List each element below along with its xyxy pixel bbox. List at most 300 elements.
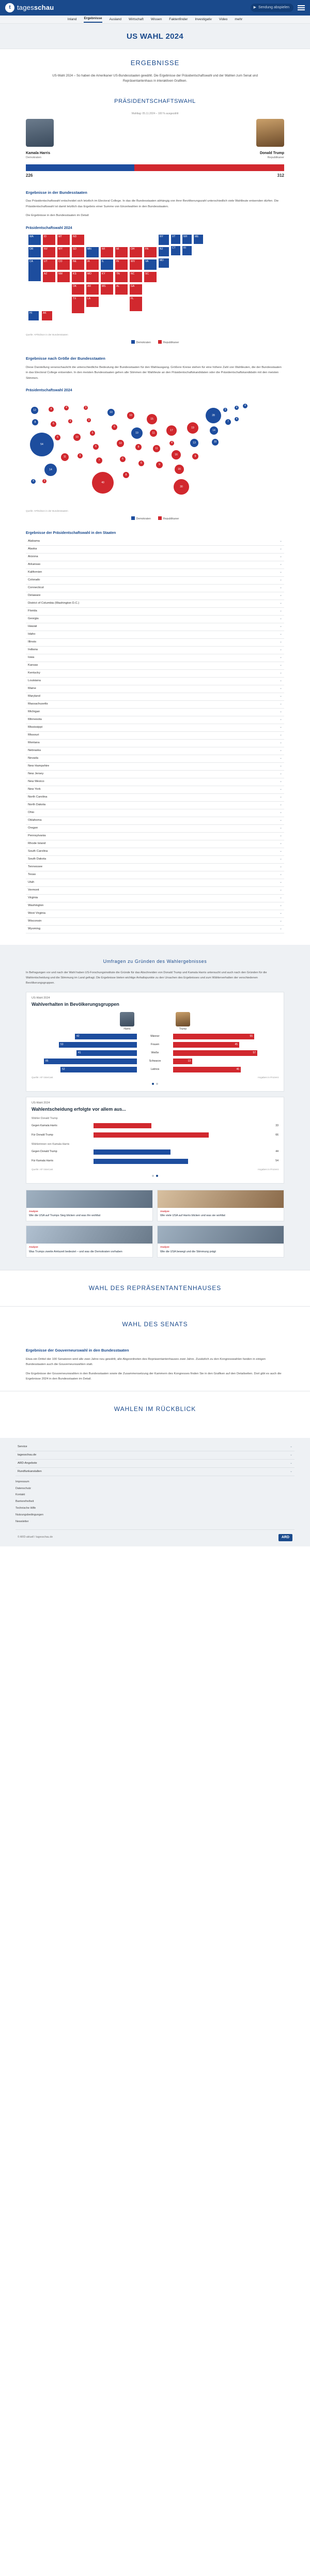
state-label: Indiana [28, 648, 38, 652]
chevron-down-icon[interactable]: ⌄ [279, 865, 282, 869]
map-state-ri[interactable]: RI [182, 246, 192, 256]
bubble-mn[interactable]: 10 [107, 409, 115, 416]
state-row[interactable] [26, 577, 284, 585]
map-state-ny[interactable]: NY [158, 234, 169, 246]
nav-item-3[interactable]: Wirtschaft [129, 17, 144, 21]
chevron-down-icon[interactable]: ⌄ [279, 648, 282, 652]
chevron-down-icon[interactable]: ⌄ [279, 888, 282, 892]
bubble-id[interactable]: 4 [49, 407, 54, 412]
chevron-down-icon[interactable]: ⌄ [279, 826, 282, 830]
chevron-down-icon[interactable]: ⌄ [289, 1469, 292, 1473]
brand-prefix: tages [17, 3, 34, 11]
chevron-down-icon[interactable]: ⌄ [279, 594, 282, 597]
card1-bar-right: 55 [173, 1034, 254, 1039]
state-row[interactable] [26, 771, 284, 778]
map-state-wv[interactable]: WV [129, 259, 143, 270]
map-state-wi[interactable]: WI [100, 247, 114, 258]
chevron-down-icon[interactable]: ⌄ [279, 927, 282, 931]
chevron-down-icon[interactable]: ⌄ [279, 919, 282, 923]
chevron-down-icon[interactable]: ⌄ [279, 656, 282, 660]
nav-item-7[interactable]: Video [219, 17, 228, 21]
card1-bar-right: 46 [173, 1067, 241, 1072]
nav-item-2[interactable]: Ausland [109, 17, 122, 21]
chevron-down-icon[interactable]: ⌄ [279, 904, 282, 908]
state-row[interactable] [26, 817, 284, 825]
state-label: Connecticut [28, 586, 44, 590]
state-row[interactable] [26, 879, 284, 887]
avatar-harris [26, 119, 54, 147]
bubble-nh[interactable]: 4 [235, 406, 239, 410]
state-row[interactable] [26, 670, 284, 678]
state-row[interactable] [26, 840, 284, 848]
bubble-mt[interactable]: 4 [64, 406, 69, 410]
card1-bar-left: 85 [44, 1059, 137, 1064]
teaser-kicker: Analyse [160, 1209, 169, 1213]
chevron-down-icon[interactable]: ⌄ [279, 834, 282, 838]
chevron-down-icon[interactable]: ⌄ [279, 811, 282, 815]
state-row[interactable] [26, 647, 284, 654]
bubble-la[interactable]: 8 [123, 472, 129, 478]
bubble-ct[interactable]: 7 [225, 419, 231, 425]
teaser-title: Wie viele USA auf Harris blicken und was sie wohltat [160, 1214, 225, 1218]
nav-item-8[interactable]: mehr [235, 17, 243, 21]
map-state-ut[interactable]: UT [42, 259, 56, 270]
footer-link[interactable]: Technische Hilfe [16, 1507, 36, 1510]
top-bar-right [251, 4, 305, 12]
footer-link[interactable]: Nutzungsbedingungen [16, 1513, 43, 1516]
bubble-il[interactable]: 19 [131, 427, 143, 439]
map-state-pa[interactable]: PA [144, 247, 157, 258]
chevron-down-icon[interactable]: ⌄ [279, 640, 282, 644]
bubble-nm[interactable]: 5 [78, 453, 83, 458]
bubble-ny[interactable]: 28 [206, 408, 221, 423]
bubble-tn[interactable]: 11 [153, 445, 160, 452]
chevron-down-icon[interactable]: ⌄ [279, 563, 282, 566]
bubble-map-title: Präsidentschaftswahl 2024 [26, 389, 72, 393]
bubble-or[interactable]: 8 [32, 419, 38, 425]
map-state-ia[interactable]: IA [86, 259, 99, 270]
chevron-down-icon[interactable]: ⌄ [289, 1453, 292, 1456]
chevron-down-icon[interactable]: ⌄ [279, 609, 282, 613]
bubble-wy[interactable]: 3 [68, 419, 72, 423]
map-state-vt[interactable]: VT [171, 234, 181, 244]
card2-group2-label: Wählerinnen von Kamala Harris [32, 1143, 70, 1146]
electoral-bar-rep [134, 164, 284, 171]
chevron-down-icon[interactable]: ⌄ [279, 602, 282, 605]
footer-accordion-row[interactable] [16, 1443, 295, 1451]
bubble-nd[interactable]: 3 [84, 406, 88, 410]
map-state-nv[interactable]: NV [42, 247, 56, 258]
chevron-down-icon[interactable]: ⌄ [279, 819, 282, 822]
map-state-ca[interactable]: CA [28, 259, 41, 282]
footer-link[interactable]: Newsletter [16, 1520, 29, 1523]
map-state-va[interactable]: VA [144, 259, 157, 270]
bubble-vt[interactable]: 3 [223, 408, 227, 412]
explainer-size [26, 356, 284, 381]
states-list [0, 538, 310, 933]
nav-item-1[interactable]: Ergebnisse [84, 16, 102, 23]
state-label: Texas [28, 873, 36, 877]
bubble-co[interactable]: 10 [73, 434, 81, 441]
chevron-down-icon[interactable]: ⌄ [279, 741, 282, 745]
chevron-down-icon[interactable]: ⌄ [279, 772, 282, 776]
house-heading: WAHL DES REPRÄSENTANTENHAUSES [88, 1284, 222, 1292]
avatar-trump-mini [176, 1012, 190, 1026]
map-state-ar[interactable]: AR [86, 284, 99, 295]
bubble-map[interactable] [26, 396, 284, 508]
bubble-nv[interactable]: 6 [51, 421, 56, 427]
bubble-pa[interactable]: 19 [187, 422, 198, 434]
state-row[interactable] [26, 825, 284, 833]
state-row[interactable] [26, 538, 284, 546]
bubble-sc[interactable]: 9 [192, 453, 198, 459]
state-row[interactable] [26, 724, 284, 732]
state-row[interactable] [26, 895, 284, 902]
house-section [0, 1270, 310, 1306]
card1-row-label: Schwarze [149, 1059, 161, 1063]
card1-candidate-left [120, 1012, 134, 1031]
play-broadcast-label: Sendung abspielen [258, 5, 289, 9]
state-row[interactable] [26, 778, 284, 786]
state-row[interactable] [26, 833, 284, 840]
bubble-wv[interactable]: 4 [169, 441, 174, 446]
bubble-al[interactable]: 9 [156, 462, 163, 468]
state-label: Florida [28, 609, 37, 613]
map-state-az[interactable]: AZ [42, 271, 56, 283]
map-state-in[interactable]: IN [115, 259, 128, 270]
bubble-wi[interactable]: 10 [127, 412, 134, 419]
map-state-co[interactable]: CO [57, 259, 70, 270]
card1-row [32, 1041, 278, 1048]
state-row[interactable] [26, 864, 284, 871]
card2-pagination[interactable] [32, 1175, 278, 1177]
teaser-card[interactable] [157, 1190, 284, 1222]
bubble-az[interactable]: 11 [61, 453, 69, 461]
dot-1[interactable] [152, 1175, 154, 1177]
state-row[interactable] [26, 918, 284, 926]
chevron-down-icon[interactable]: ⌄ [279, 540, 282, 543]
play-icon: ▶ [253, 5, 257, 9]
card1-pagination[interactable] [32, 1083, 278, 1085]
surveys-section [0, 945, 310, 1270]
survey-card-motivation [26, 1097, 284, 1184]
chevron-down-icon[interactable]: ⌄ [279, 586, 282, 590]
play-broadcast-button[interactable] [251, 4, 293, 12]
state-row[interactable] [26, 732, 284, 740]
bubble-ga[interactable]: 16 [175, 465, 184, 474]
state-row[interactable] [26, 608, 284, 616]
map-state-ms[interactable]: MS [100, 284, 114, 295]
state-row[interactable] [26, 623, 284, 631]
dot-2[interactable] [156, 1083, 158, 1085]
state-label: Arizona [28, 555, 38, 559]
map-state-sd[interactable]: SD [71, 247, 85, 258]
state-row[interactable] [26, 616, 284, 623]
state-row[interactable] [26, 747, 284, 755]
state-row[interactable] [26, 546, 284, 554]
footer-link[interactable]: Kontakt [16, 1493, 25, 1497]
bubble-in[interactable]: 11 [150, 430, 157, 437]
footer-accordion-row[interactable] [16, 1451, 295, 1460]
card1-bar-left: 53 [59, 1042, 137, 1048]
state-label: Iowa [28, 656, 35, 660]
map-state-fl[interactable]: FL [129, 296, 143, 312]
map-state-la[interactable]: LA [86, 296, 99, 308]
chevron-down-icon[interactable]: ⌄ [279, 625, 282, 628]
nav-item-5[interactable]: Faktenfinder [169, 17, 188, 21]
chevron-down-icon[interactable]: ⌄ [279, 795, 282, 799]
chevron-down-icon[interactable]: ⌄ [279, 671, 282, 675]
bubble-ar[interactable]: 6 [120, 456, 126, 462]
map-state-mo[interactable]: MO [86, 271, 99, 283]
chevron-down-icon[interactable]: ⌄ [279, 687, 282, 691]
state-row[interactable] [26, 716, 284, 724]
bubble-md[interactable]: 10 [212, 439, 219, 446]
bubble-ne[interactable]: 5 [90, 431, 95, 436]
ard-logo[interactable]: ARD [278, 1534, 292, 1541]
chevron-down-icon[interactable]: ⌄ [279, 695, 282, 698]
bubble-ca[interactable]: 54 [30, 433, 54, 456]
card2-group1-label: Wähler Donald Trump [32, 1116, 58, 1120]
card2-row [32, 1148, 278, 1156]
state-row[interactable] [26, 662, 284, 670]
state-row[interactable] [26, 802, 284, 809]
chevron-down-icon[interactable]: ⌄ [279, 726, 282, 729]
results-section-head [0, 49, 310, 70]
state-row[interactable] [26, 887, 284, 895]
state-row[interactable] [26, 856, 284, 864]
candidate-republican [181, 119, 284, 160]
electors-dem: 226 [26, 173, 33, 178]
map-state-mi[interactable]: MI [115, 247, 128, 258]
map-state-tx[interactable]: TX [71, 296, 85, 314]
bubble-ia[interactable]: 6 [112, 424, 117, 430]
chevron-down-icon[interactable]: ⌄ [279, 733, 282, 737]
results-heading: ERGEBNISSE [130, 58, 180, 67]
chevron-down-icon[interactable]: ⌄ [279, 702, 282, 706]
state-row[interactable] [26, 926, 284, 933]
nav-item-6[interactable]: Investigativ [195, 17, 212, 21]
card1-row-label: Frauen [150, 1042, 160, 1046]
survey-card-demographics [26, 992, 284, 1092]
map-state-nc[interactable]: NC [129, 271, 143, 283]
teaser-card[interactable] [26, 1190, 153, 1222]
map-state-wa[interactable]: WA [28, 234, 41, 246]
state-label: New York [28, 788, 41, 791]
bubble-fl[interactable]: 30 [174, 479, 189, 495]
bubble-ms[interactable]: 6 [138, 461, 144, 466]
state-row[interactable] [26, 786, 284, 794]
bubble-hi[interactable]: 4 [31, 479, 36, 484]
chevron-down-icon[interactable]: ⌄ [279, 842, 282, 846]
state-row[interactable] [26, 709, 284, 716]
bubble-nj[interactable]: 14 [210, 426, 218, 435]
chevron-down-icon[interactable]: ⌄ [289, 1461, 292, 1465]
avatar-trump [256, 119, 284, 147]
chevron-down-icon[interactable]: ⌄ [279, 617, 282, 621]
state-row[interactable] [26, 910, 284, 918]
bubble-ky[interactable]: 8 [135, 444, 142, 450]
state-row[interactable] [26, 585, 284, 592]
state-row[interactable] [26, 554, 284, 561]
map-state-id[interactable]: ID [42, 234, 56, 246]
teaser-card[interactable] [26, 1225, 153, 1258]
state-label: Georgia [28, 617, 39, 621]
map-state-mt[interactable]: MT [57, 234, 70, 246]
candidate-democrat [26, 119, 129, 160]
footer-accordion-row[interactable] [16, 1468, 295, 1476]
map-state-or[interactable]: OR [28, 247, 41, 258]
state-label: Minnesota [28, 718, 42, 722]
state-label: Maine [28, 687, 36, 691]
card2-row-value: 33 [275, 1124, 278, 1127]
bubble-va[interactable]: 13 [190, 439, 198, 447]
state-row[interactable] [26, 678, 284, 685]
bubble-ma[interactable]: 14 [44, 464, 57, 476]
bubble-ks[interactable]: 6 [93, 444, 99, 450]
bubble-ak[interactable]: 3 [42, 479, 47, 483]
card1-source: Quelle: AP VoteCast [32, 1076, 53, 1079]
state-row[interactable] [26, 755, 284, 763]
map-state-ct[interactable]: CT [171, 246, 181, 256]
state-row[interactable] [26, 561, 284, 569]
chevron-down-icon[interactable]: ⌄ [279, 664, 282, 667]
map-state-sc[interactable]: SC [144, 271, 157, 283]
logo-icon[interactable]: t [5, 3, 14, 12]
chevron-down-icon[interactable]: ⌄ [279, 633, 282, 636]
map-state-wy[interactable]: WY [57, 247, 70, 258]
map-state-hi[interactable]: HI [28, 311, 39, 321]
states-list-title: Ergebnisse der Präsidentschaftswahl in den Staaten [26, 531, 116, 535]
choropleth-map[interactable] [26, 233, 284, 331]
chevron-down-icon[interactable]: ⌄ [279, 547, 282, 551]
map-state-ky[interactable]: KY [100, 271, 114, 283]
bubble-ri[interactable]: 4 [235, 417, 239, 421]
state-label: Missouri [28, 733, 39, 737]
map-state-nh[interactable]: NH [182, 234, 192, 244]
bubble-tx[interactable]: 40 [92, 472, 114, 494]
state-row[interactable] [26, 693, 284, 701]
map-state-ak[interactable]: AK [41, 311, 53, 321]
map-state-il[interactable]: IL [100, 259, 114, 270]
state-row[interactable] [26, 685, 284, 693]
state-row[interactable] [26, 740, 284, 747]
chevron-down-icon[interactable]: ⌄ [279, 912, 282, 915]
state-row[interactable] [26, 631, 284, 639]
state-row[interactable] [26, 848, 284, 856]
chevron-down-icon[interactable]: ⌄ [279, 881, 282, 884]
map-state-nm[interactable]: NM [57, 271, 70, 283]
map-state-me[interactable]: ME [193, 234, 204, 244]
chevron-down-icon[interactable]: ⌄ [279, 896, 282, 900]
map-state-nd[interactable]: ND [71, 234, 85, 246]
state-row[interactable] [26, 763, 284, 771]
chevron-down-icon[interactable]: ⌄ [279, 850, 282, 853]
dot-1[interactable] [152, 1083, 154, 1085]
nav-item-4[interactable]: Wissen [150, 17, 162, 21]
map-state-nj[interactable]: NJ [158, 247, 169, 257]
state-row[interactable] [26, 794, 284, 802]
choropleth-map-title: Präsidentschaftswahl 2024 [26, 226, 72, 230]
state-row[interactable] [26, 654, 284, 662]
bubble-mo[interactable]: 10 [117, 440, 124, 447]
state-row[interactable] [26, 569, 284, 577]
chevron-down-icon[interactable]: ⌄ [279, 764, 282, 768]
footer-link[interactable]: Barrierefreiheit [16, 1500, 34, 1504]
chevron-down-icon[interactable]: ⌄ [279, 749, 282, 753]
teaser-thumbnail [26, 1226, 152, 1244]
bubble-ok[interactable]: 7 [96, 457, 102, 464]
chevron-down-icon[interactable]: ⌄ [279, 857, 282, 861]
chevron-down-icon[interactable]: ⌄ [279, 788, 282, 791]
footer-link[interactable]: Datenschutz [16, 1486, 31, 1490]
state-row[interactable] [26, 902, 284, 910]
teaser-thumbnail [158, 1190, 284, 1208]
state-label: Kentucky [28, 671, 40, 675]
map-state-mn[interactable]: MN [86, 247, 99, 258]
footer-accordion-row[interactable] [16, 1460, 295, 1468]
map-state-tn[interactable]: TN [115, 271, 128, 283]
chevron-down-icon[interactable]: ⌄ [279, 710, 282, 714]
nav-item-0[interactable]: Inland [67, 17, 77, 21]
dot-2[interactable] [156, 1175, 158, 1177]
map-state-ne[interactable]: NE [71, 259, 85, 270]
brand-logo[interactable] [17, 3, 54, 13]
bubble-mi[interactable]: 15 [147, 414, 157, 424]
footer-link[interactable]: Impressum [16, 1480, 29, 1483]
state-row[interactable] [26, 600, 284, 608]
chevron-down-icon[interactable]: ⌄ [289, 1445, 292, 1448]
burger-menu-icon[interactable] [298, 5, 305, 10]
map-state-oh[interactable]: OH [129, 247, 143, 258]
map-state-al[interactable]: AL [115, 284, 128, 295]
map-state-ga[interactable]: GA [129, 284, 143, 295]
state-row[interactable] [26, 639, 284, 647]
chevron-down-icon[interactable]: ⌄ [279, 718, 282, 722]
chevron-down-icon[interactable]: ⌄ [279, 873, 282, 877]
bubble-oh[interactable]: 17 [166, 425, 177, 436]
bubble-ut[interactable]: 6 [55, 435, 60, 440]
chevron-down-icon[interactable]: ⌄ [279, 571, 282, 574]
governors-p1: Die Ergebnisse der Gouverneurswahlen in den Bundesstaaten sowie die Zusammensetzung der Kammern des Kongresses finden Sie in den Grafiken auf den Detailseiten. Dort gibt es auch die Ergebnisse 2024 in den Bundesstaaten im Detail. [26, 1372, 282, 1381]
chevron-down-icon[interactable]: ⌄ [279, 679, 282, 683]
chevron-down-icon[interactable]: ⌄ [279, 555, 282, 559]
state-row[interactable] [26, 701, 284, 709]
chevron-down-icon[interactable]: ⌄ [279, 578, 282, 582]
governors-title: Ergebnisse der Gouverneurswahl in den Bundesstaaten [26, 1347, 129, 1353]
bubble-nc[interactable]: 16 [172, 450, 181, 459]
chevron-down-icon[interactable]: ⌄ [279, 757, 282, 760]
teaser-card[interactable] [157, 1225, 284, 1258]
map-state-md[interactable]: MD [158, 258, 169, 268]
card2-kicker: US-Wahl 2024 [32, 1101, 50, 1105]
teaser-row-2 [26, 1225, 284, 1258]
bubble-wa[interactable]: 12 [31, 407, 38, 414]
state-row[interactable] [26, 592, 284, 600]
bubble-sd[interactable]: 3 [87, 418, 91, 422]
state-label: Virginia [28, 896, 38, 900]
chevron-down-icon[interactable]: ⌄ [279, 803, 282, 807]
explainer-states [26, 190, 284, 219]
choropleth-legend [26, 340, 284, 345]
state-label: Montana [28, 741, 40, 745]
bubble-me[interactable]: 4 [243, 404, 247, 408]
state-row[interactable] [26, 809, 284, 817]
state-row[interactable] [26, 871, 284, 879]
map-state-ks[interactable]: KS [71, 271, 85, 283]
map-state-ok[interactable]: OK [71, 284, 85, 295]
chevron-down-icon[interactable]: ⌄ [279, 780, 282, 784]
